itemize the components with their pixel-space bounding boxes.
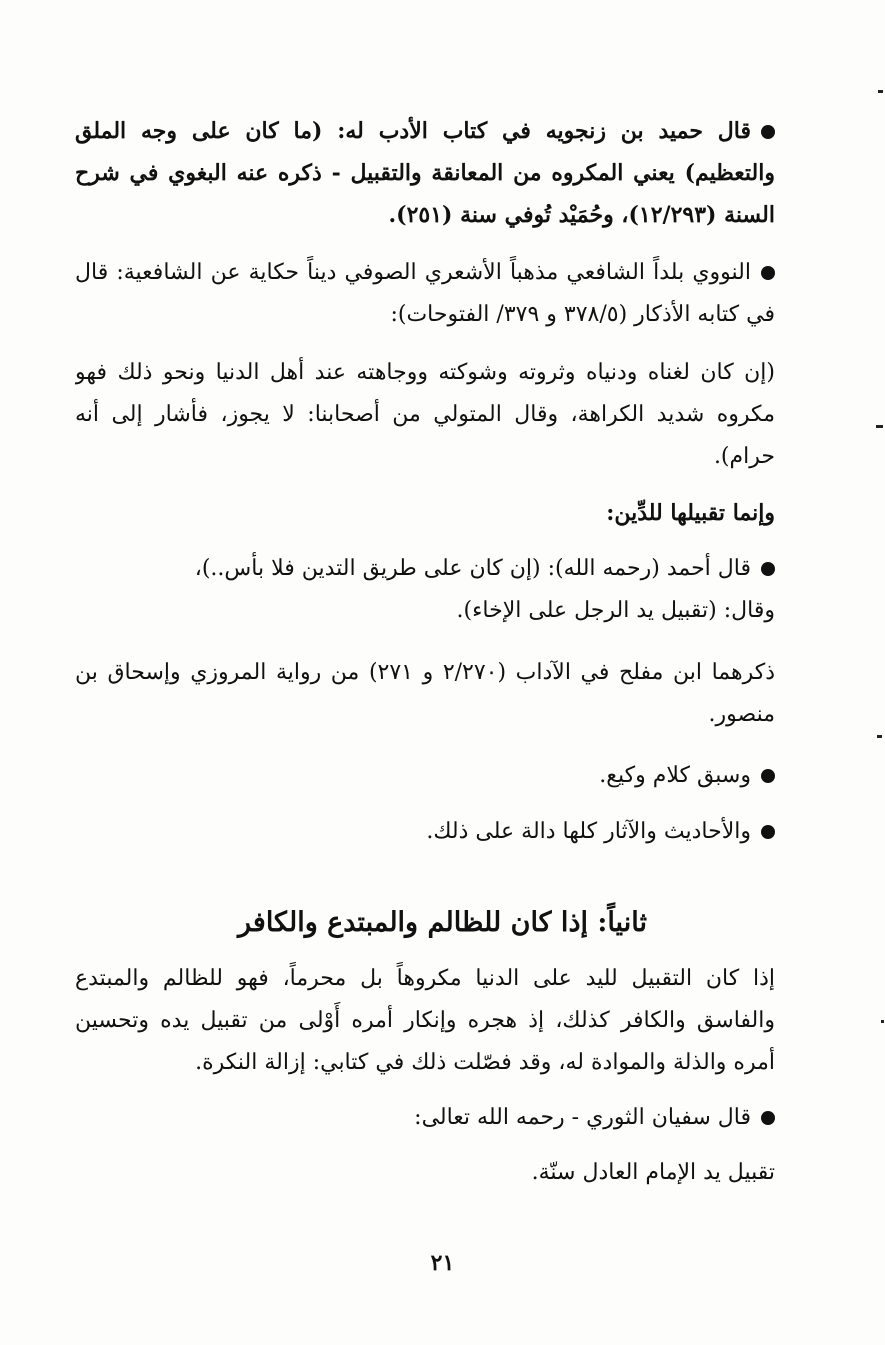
scan-mark <box>876 425 883 428</box>
paragraph-text: النووي بلداً الشافعي مذهباً الأشعري الصوفي ديناً حكاية عن الشافعية: قال في كتابه الأذكار (٣٧٨/٥ و ٣٧٩/ الفتوحات): <box>75 260 775 327</box>
paragraph-sunna <box>75 1152 775 1196</box>
paragraph-text: (إن كان لغناه ودنياه وثروته وشوكته ووجاهته عند أهل الدنيا ونحو ذلك فهو مكروه شديد الكراهة، وقال المتولي من أصحابنا: لا يجوز، فأشار إلى أنه حرام). <box>75 360 775 469</box>
paragraph-text: والأحاديث والآثار كلها دالة على ذلك. <box>426 819 751 844</box>
bullet-icon <box>761 825 775 839</box>
paragraph-waki <box>75 755 775 799</box>
paragraph-text: قال حميد بن زنجويه في كتاب الأدب له: (ما كان على وجه الملق والتعظيم) يعني المكروه من المعانقة والتقبيل - ذكره عنه البغوي في شرح السنة (١٢/٢٩٣)، وحُمَيْد تُوفي سنة (٢٥١). <box>75 118 775 228</box>
section-heading: ثانياً: إذا كان للظالم والمبتدع والكافر <box>238 907 647 938</box>
paragraph-ahadith <box>75 811 775 855</box>
paragraph-hamid <box>75 110 775 240</box>
paragraph-ahmad <box>75 548 775 638</box>
bullet-icon <box>761 562 775 576</box>
paragraph-text: ذكرهما ابن مفلح في الآداب (٢/٢٧٠ و ٢٧١) من رواية المروزي وإسحاق بن منصور. <box>75 660 775 727</box>
bullet-icon <box>761 1111 775 1125</box>
paragraph-sufyan <box>75 1097 775 1141</box>
paragraph-text: وسبق كلام وكيع. <box>599 763 751 788</box>
scan-mark <box>878 90 883 93</box>
bullet-icon <box>761 125 775 139</box>
paragraph-text: تقبيل يد الإمام العادل سنّة. <box>531 1160 775 1185</box>
paragraph-text: إذا كان التقبيل لليد على الدنيا مكروهاً بل محرماً، فهو للظالم والمبتدع والفاسق والكافر كذلك، إذ هجره وإنكار أمره أَوْلى من تقبيل يده وتحسين أمره والذلة والموادة له، وقد فصّلت ذلك في كتابي: إزالة النكرة. <box>75 966 775 1075</box>
paragraph-text: قال سفيان الثوري - رحمه الله تعالى: <box>414 1105 751 1130</box>
paragraph-text: قال أحمد (رحمه الله): (إن كان على طريق التدين فلا بأس..)، <box>194 556 751 581</box>
paragraph-zalim <box>75 958 775 1088</box>
subheading-din <box>75 492 775 536</box>
bullet-icon <box>761 769 775 783</box>
bullet-icon <box>761 266 775 280</box>
paragraph-quote <box>75 352 775 482</box>
scan-mark <box>877 735 882 738</box>
paragraph-nawawi <box>75 252 775 342</box>
paragraph-text: وقال: (تقبيل يد الرجل على الإخاء). <box>456 598 775 623</box>
page-number: ٢١ <box>430 1250 455 1276</box>
scan-mark <box>881 1020 884 1023</box>
paragraph-ibn-muflih <box>75 652 775 742</box>
subheading-text: وإنما تقبيلها للدِّين: <box>606 500 775 526</box>
